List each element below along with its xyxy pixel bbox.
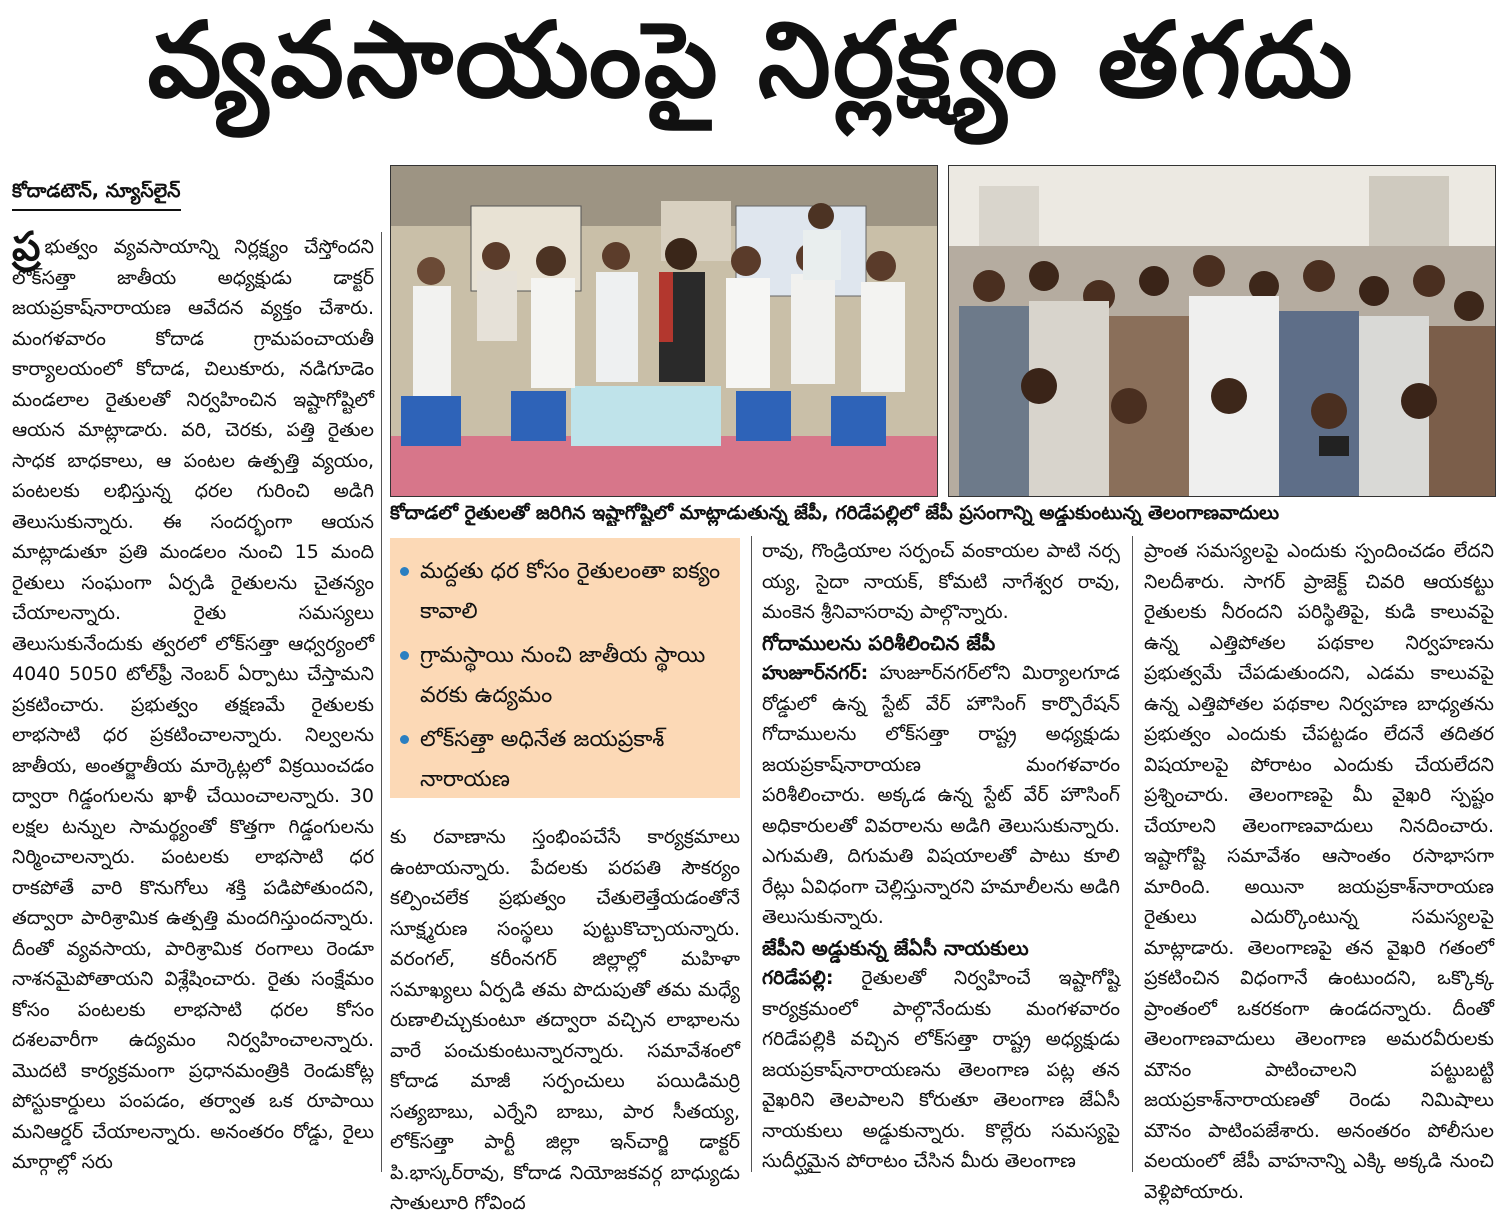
subheading-godowns: గోదాములను పరిశీలించిన జేపీ — [762, 630, 996, 655]
article-text: ప్రాంత సమస్యలపై ఎందుకు స్పందించడం లేదని నిలదీశారు. సాగర్ ప్రాజెక్ట్ చివరి ఆయకట్టు రైతులకు నీరందని పరిస్థితిపై, కుడి కాలువపై ఉన్న ఎత్తిపోతల పథకాల నిర్వహణను ప్రభుత్వమే చేపడుతుందని, ఎడమ కాలువపై ఉన్న ఎత్తిపోతల పథకాల నిర్వహణ బాధ్యతను ప్రభుత్వం ఎందుకు చేపట్టడం లేదనే తదితర విషయాలపై పోరాటం ఎందుకు చేయలేదని ప్రశ్నించారు. తెలంగాణపై మీ వైఖరి స్పష్టం చేయాలని తెలంగాణవాదులు నినదించారు. ఇష్టాగోష్టి సమావేశం ఆసాంతం రసాభాసగా మారింది. అయినా జయప్రకాశ్‌నారాయణ రైతులు ఎదుర్కొంటున్న సమస్యలపై మాట్లాడారు. తెలంగాణపై తన వైఖరి గతంలో ప్రకటించిన విధంగానే ఉంటుందని, ఒక్కొక్క ప్రాంతంలో ఒకరకంగా ఉండదన్నారు. దీంతో తెలంగాణవాదులు తెలంగాణ అమరవీరులకు మౌనం పాటించాలని పట్టుబట్టి జయప్రకాశ్‌నారాయణతో రెండు నిమిషాలు మౌనం పాటింపజేశారు. అనంతరం పోలీసుల వలయంలో జేపీ వాహనాన్ని ఎక్కి అక్కడి నుంచి వెళ్లిపోయారు. — [1144, 540, 1494, 1203]
article-column-1 — [12, 224, 374, 1173]
article-text: కు రవాణాను స్తంభింపచేసే కార్యక్రమాలు ఉంటాయన్నారు. పేదలకు పరపతి సౌకర్యం కల్పించలేక ప్రభుత్వం చేతులెత్తేయడంతోనే సూక్ష్మరుణ సంస్థలు పుట్టుకొచ్చాయన్నారు. వరంగల్, కరీంనగర్ జిల్లాల్లో మహిళా సమాఖ్యలు ఏర్పడి తమ పొదుపుతో తమ మధ్యే రుణాలిచ్చుకుంటూ తద్వారా వచ్చిన లాభాలను వారే పంచుకుంటున్నారన్నారు. సమావేశంలో కోదాడ మాజీ సర్పంచులు పయిడిమర్రి సత్యబాబు, ఎర్నేని బాబు, పార సీతయ్య, లోక్‌సత్తా పార్టీ జిల్లా ఇన్‌చార్జి డాక్టర్ పి.భాస్కర్‌రావు, కోదాడ నియోజకవర్గ బాధ్యుడు సాతులూరి గోవింద — [390, 826, 740, 1214]
article-text: రావు, గొండ్రియాల సర్పంచ్ వంకాయల పాటి నర్స య్య, సైదా నాయక్, కోమటి నాగేశ్వర రావు, మంకెన శ్రీనివాసరావు పాల్గొన్నారు. — [762, 540, 1120, 623]
column-divider — [1132, 536, 1133, 1172]
article-column-2 — [390, 822, 740, 1214]
dateline: కోదాడటౌన్, న్యూస్‌లైన్ — [12, 180, 181, 211]
photo-protest-image — [949, 166, 1495, 496]
subheading-jac: జేపీని అడ్డుకున్న జేఏసీ నాయకులు — [762, 935, 1029, 960]
photo-meeting — [390, 165, 938, 497]
headline: వ్యవసాయంపై నిర్లక్ష్యం తగదు — [147, 0, 1355, 121]
photo-caption: కోదాడలో రైతులతో జరిగిన ఇష్టాగోష్టిలో మాట్లాడుతున్న జేపీ, గరిడేపల్లిలో జేపీ ప్రసంగాన్ని అడ్డుకుంటున్న తెలంగాణవాదులు — [390, 502, 1280, 524]
photo-meeting-image — [391, 166, 937, 496]
highlight-item: గ్రామస్థాయి నుంచి జాతీయ స్థాయి వరకు ఉద్యమం — [420, 636, 730, 716]
article-text: భుత్వం వ్యవసాయాన్ని నిర్లక్ష్యం చేస్తోందని లోక్‌సత్తా జాతీయ అధ్యక్షుడు డాక్టర్ జయప్రకాష్‌నారాయణ ఆవేదన వ్యక్తం చేశారు. మంగళవారం కోదాడ గ్రామపంచాయతీ కార్యాలయంలో కోదాడ, చిలుకూరు, నడిగూడెం మండలాల రైతులతో నిర్వహించిన ఇష్టాగోష్టిలో ఆయన మాట్లాడారు. వరి, చెరకు, పత్తి రైతుల సాధక బాధకాలు, ఆ పంటల ఉత్పత్తి వ్యయం, పంటలకు లభిస్తున్న ధరల గురించి అడిగి తెలుసుకున్నారు. ఈ సందర్భంగా ఆయన మాట్లాడుతూ ప్రతి మండలం నుంచి 15 మంది రైతులు సంఘంగా ఏర్పడి రైతులను చైతన్యం చేయాలన్నారు. రైతు సమస్యలు తెలుసుకునేందుకు త్వరలో లోక్‌సత్తా ఆధ్వర్యంలో 4040 5050 టోల్‌ఫ్రీ నెంబర్ ఏర్పాటు చేస్తామని ప్రకటించారు. ప్రభుత్వం తక్షణమే రైతులకు లాభసాటి ధర ప్రకటించాలన్నారు. నిల్వలను జాతీయ, అంతర్జాతీయ మార్కెట్లలో విక్రయించడం ద్వారా గిడ్డంగులను ఖాళీ చేయించాలన్నారు. 30 లక్షల టన్నుల సామర్థ్యంతో కొత్తగా గిడ్డంగులను నిర్మించాలన్నారు. పంటలకు లాభసాటి ధర రాకపోతే వారి కొనుగోలు శక్తి పడిపోతుందని, తద్వారా పారిశ్రామిక ఉత్పత్తి మందగిస్తుందన్నారు. దీంతో వ్యవసాయ, పారిశ్రామిక రంగాలు రెండూ నాశనమైపోతాయని విశ్లేషించారు. రైతు సంక్షేమం కోసం పంటలకు లాభసాటి ధరల కోసం దశలవారీగా ఉద్యమం నిర్వహించాలన్నారు. మొదటి కార్యక్రమంగా ప్రధానమంత్రికి రెండుకోట్ల పోస్టుకార్డులు పంపడం, తర్వాత ఒక రూపాయి మనిఆర్డర్ చేయాలన్నారు. అనంతరం రోడ్డు, రైలు మార్గాల్లో సరు — [12, 236, 374, 1173]
photo-protest — [948, 165, 1496, 497]
article-text: హుజూర్‌నగర్‌లోని మిర్యాలగూడ రోడ్డులో ఉన్న స్టేట్ వేర్ హౌసింగ్ కార్పొరేషన్ గోదాములను లోక్‌సత్తా రాష్ట్ర అధ్యక్షుడు జయప్రకాష్‌నారాయణ మంగళవారం పరిశీలించారు. అక్కడ ఉన్న స్టేట్ వేర్ హౌసింగ్ అధికారులతో వివరాలను అడిగి తెలుసుకున్నారు. ఎగుమతి, దిగుమతి విషయాలతో పాటు కూలి రేట్లు ఏవిధంగా చెల్లిస్తున్నారని హమాలీలను అడిగి తెలుసుకున్నారు. — [762, 662, 1120, 928]
place-garidepally: గరిడేపల్లి: — [762, 967, 834, 989]
column-divider — [751, 536, 752, 1172]
dropcap: ప్ర — [12, 224, 41, 270]
column-divider — [381, 232, 382, 1172]
article-column-4 — [1144, 536, 1494, 1203]
article-text: రైతులతో నిర్వహించే ఇష్టాగోష్టి కార్యక్రమంలో పాల్గొనేందుకు మంగళవారం గరిడేపల్లికి వచ్చిన లోక్‌సత్తా రాష్ట్ర అధ్యక్షుడు జయప్రకాష్‌నారాయణను తెలంగాణ పట్ల తన వైఖరిని తెలపాలని కోరుతూ తెలంగాణ జేఏసీ నాయకులు అడ్డుకున్నారు. కొల్లేరు సమస్యపై సుదీర్ఘమైన పోరాటం చేసిన మీరు తెలంగాణ — [762, 967, 1120, 1172]
highlight-item: లోక్‌సత్తా అధినేత జయప్రకాశ్ నారాయణ — [420, 720, 730, 800]
highlights-box — [390, 538, 740, 798]
highlight-item: మద్దతు ధర కోసం రైతులంతా ఐక్యం కావాలి — [420, 552, 730, 632]
article-column-3 — [762, 536, 1120, 1172]
place-huzurnagar: హుజూర్‌నగర్: — [762, 662, 869, 684]
